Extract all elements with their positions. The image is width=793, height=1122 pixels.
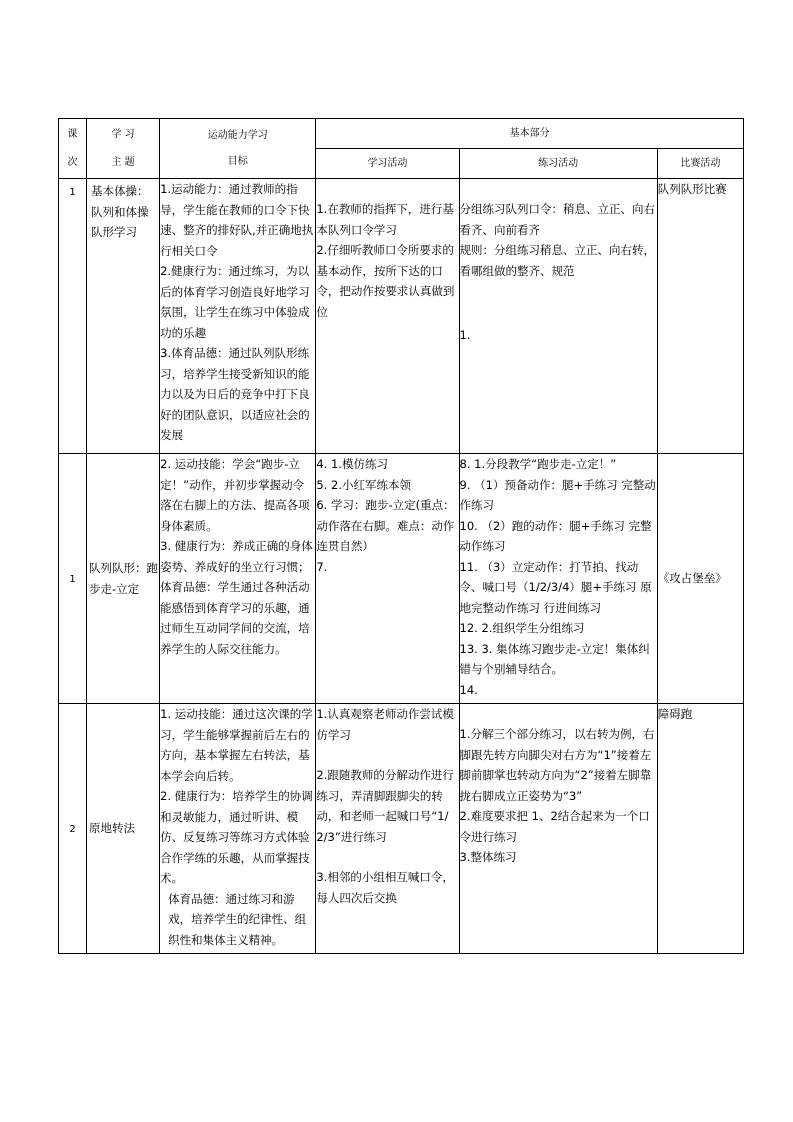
practice-item: 2.难度要求把 1、2结合起来为一个口令进行练习 (459, 809, 650, 844)
competition-activity: 障碍跑 (657, 704, 743, 954)
goal-item: 体育品德：学生通过各种活动能感悟到体育学习的乐趣，通过师生互动同学间的交流，培养学生的人际交往能力。 (160, 580, 310, 656)
practice-item: 12. 2.组织学生分组练习 (459, 621, 585, 635)
learning-item: 5. 2.小红军练本领 (316, 477, 411, 492)
learning-activities (316, 704, 459, 954)
practice-item: 11. （3）立定动作：打节拍、找动令、喊口号（1/2/3/4）腿+手练习 原地完整动作练习 行进间练习 (459, 559, 652, 615)
practice-item: 10. （2）跑的动作：腿+手练习 完整动作练习 (459, 518, 652, 553)
practice-activities (459, 704, 657, 954)
learning-item: 7. (316, 559, 328, 574)
goal-item: 2.健康行为：通过练习，为以后的体育学习创造良好地学习氛围，让学生在练习中体验成功的乐趣 (160, 264, 310, 340)
ability-goals (160, 179, 316, 454)
goal-item: 1. 运动技能：通过这次课的学习，学生能够掌握前后左右的方向，基本掌握左右转法，基本学会向后转。 (160, 707, 313, 783)
practice-item: 1. (459, 328, 471, 342)
header-practice-activity: 练习活动 (459, 149, 657, 179)
lesson-topic: 原地转法 (87, 704, 160, 954)
practice-item: 规则：分组练习稍息、立正、向右转，看哪组做的整齐、规范 (459, 243, 656, 278)
practice-activities (459, 454, 657, 704)
competition-activity: 队列队形比赛 (657, 179, 743, 454)
learning-activities (316, 454, 459, 704)
goal-item: 2. 健康行为：培养学生的协调和灵敏能力，通过听讲、模仿、反复练习等练习方式体验合作学练的乐趣，从而掌握技术。 (160, 789, 313, 885)
practice-item: 14. (459, 682, 478, 697)
goal-item: 1.运动能力：通过教师的指导，学生能在教师的口令下快速、整齐的排好队,并正确地执行相关口令 (160, 182, 314, 258)
learning-item: 1.认真观察老师动作尝试模仿学习 (316, 707, 454, 742)
lesson-topic: 基本体操：队列和体操队形学习 (87, 179, 160, 454)
learning-item: 4. 1.模仿练习 (316, 457, 388, 471)
practice-item: 9. （1）预备动作：腿+手练习 完整动作练习 (459, 477, 656, 512)
lesson-number: 1 (59, 454, 87, 704)
table-row (59, 454, 744, 704)
header-learning-topic: 学 习 主 题 (87, 119, 160, 179)
header-ability-goal: 运动能力学习 目标 (160, 119, 316, 179)
header-basic-part: 基本部分 (316, 119, 744, 149)
practice-item: 8. 1.分段教学“跑步走-立定！” (459, 457, 617, 471)
learning-item: 6. 学习：跑步-立定(重点：动作落在右脚。难点：动作连贯自然） (316, 498, 455, 553)
lesson-topic: 队列队形：跑步走-立定 (87, 454, 160, 704)
ability-goals (160, 454, 316, 704)
practice-activities (459, 179, 657, 454)
goal-item: 3.体育品德：通过队列队形练习，培养学生接受新知识的能力以及为日后的竞争中打下良好的团队意识，以适应社会的发展 (160, 346, 310, 442)
learning-item: 1.在教师的指挥下，进行基本队列口令学习 (316, 202, 454, 237)
table-row (59, 179, 744, 454)
header-competition-activity: 比赛活动 (657, 149, 743, 179)
goal-item: 3. 健康行为：养成正确的身体姿势、养成好的坐立行习惯； (160, 539, 313, 574)
practice-item: 3.整体练习 (459, 850, 517, 864)
table-row (59, 704, 744, 954)
ability-goals (160, 704, 316, 954)
learning-activities (316, 179, 459, 454)
header-learning-activity: 学习活动 (316, 149, 459, 179)
lesson-plan-table (58, 118, 744, 954)
learning-item: 2.跟随教师的分解动作进行练习，弄清脚跟脚尖的转动，和老师一起喊口号“1/2/3”进行练习 (316, 768, 454, 844)
lesson-number: 1 (59, 179, 87, 454)
practice-item: 1.分解三个部分练习，以右转为例，右脚跟先转方向脚尖对右方为“1”接着左脚前脚掌也转动方向为“2”接着左脚靠拢右脚成立正姿势为“3” (459, 727, 655, 803)
header-lesson-number: 课 次 (59, 119, 87, 179)
practice-item: 13. 3. 集体练习跑步走-立定！集体纠错与个别辅导结合。 (459, 641, 650, 676)
competition-activity: 《攻占堡垒》 (657, 454, 743, 704)
lesson-number: 2 (59, 704, 87, 954)
goal-item: 体育品德：通过练习和游戏，培养学生的纪律性、组织性和集体主义精神。 (168, 891, 307, 947)
learning-item: 2.仔细听教师口令所要求的基本动作，按所下达的口令，把动作按要求认真做到位 (316, 243, 455, 319)
learning-item: 3.相邻的小组相互喊口令，每人四次后交换 (316, 870, 454, 905)
practice-item: 分组练习队列口令：稍息、立正、向右看齐、向前看齐 (459, 202, 656, 237)
goal-item: 2. 运动技能：学会“跑步-立定！”动作，并初步掌握动令落在右脚上的方法、提高各项身体素质。 (160, 457, 310, 533)
